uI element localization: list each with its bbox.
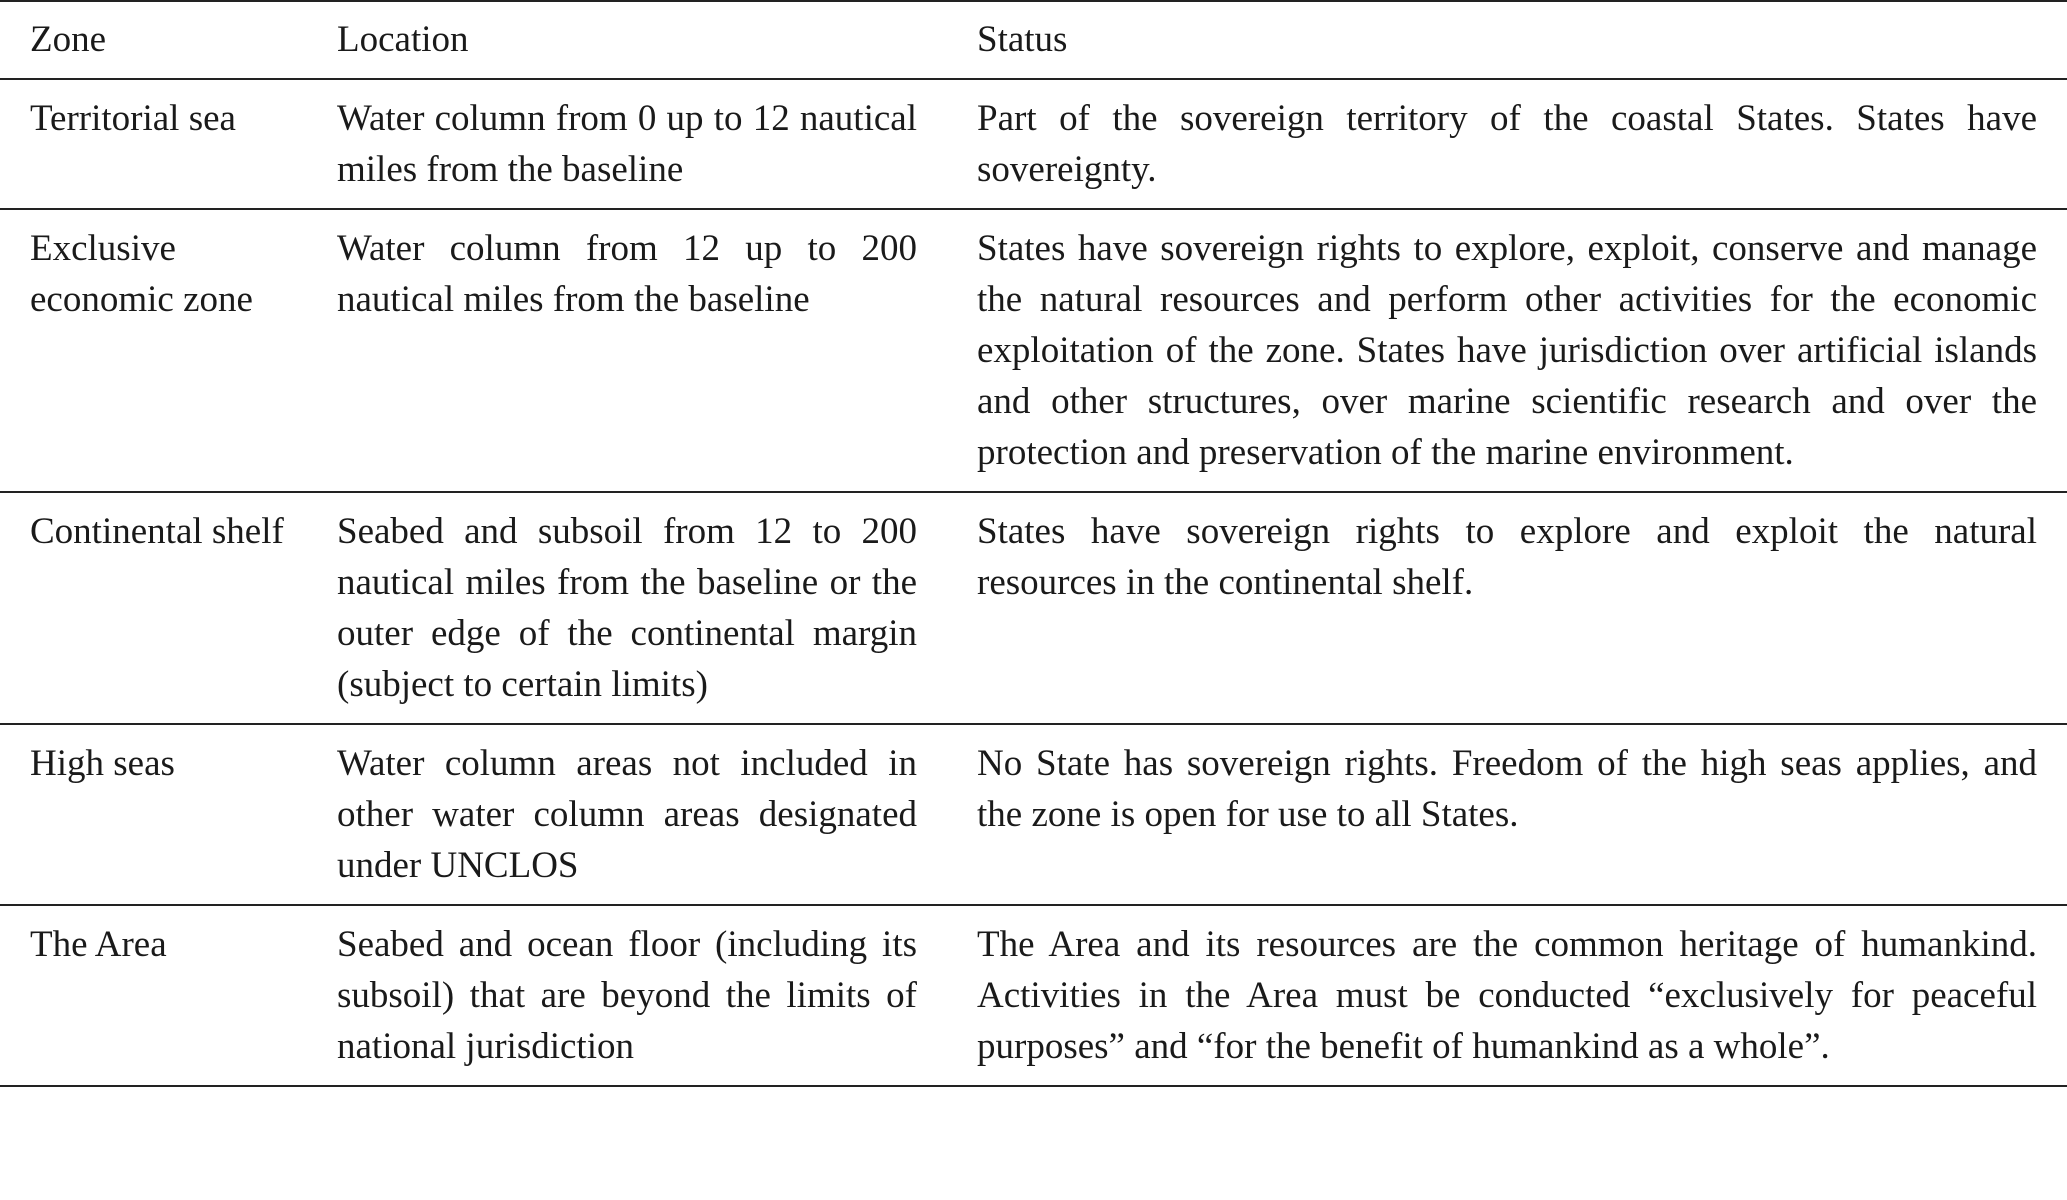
status-cell: States have sovereign rights to explore, exploit, conserve and manage the natural resources and perform other activities for the economic exploitation of the zone. States have jurisdiction over artificial islands and other structures, over marine scientific research and over the protection and preservation of the marine environment. [977,228,2037,473]
status-cell: States have sovereign rights to explore and exploit the natural resources in the continental shelf. [977,511,2037,603]
location-cell: Seabed and ocean floor (including its subsoil) that are beyond the limits of national jurisdiction [337,924,917,1067]
status-cell: No State has sovereign rights. Freedom of the high seas applies, and the zone is open for use to all States. [977,743,2037,835]
table-row [0,79,2067,209]
location-cell: Water column from 0 up to 12 nautical miles from the baseline [337,98,917,190]
zone-cell: Continental shelf [30,511,284,552]
header-zone: Zone [30,19,107,60]
zone-cell: High seas [30,743,175,784]
table-body [0,79,2067,1086]
table-row [0,724,2067,905]
location-cell: Seabed and subsoil from 12 to 200 nautical miles from the baseline or the outer edge of the continental margin (subject to certain limits) [337,511,917,705]
zone-cell: Exclusive economic zone [30,228,253,320]
status-cell: Part of the sovereign territory of the coastal States. States have sovereignty. [977,98,2037,190]
zone-cell: The Area [30,924,167,965]
status-cell: The Area and its resources are the common heritage of humankind. Activities in the Area must be conducted “exclusively for peaceful purposes” and “for the benefit of humankind as a whole”. [977,924,2037,1067]
zone-cell: Territorial sea [30,98,236,139]
location-cell: Water column areas not included in other water column areas designated under UNCLOS [337,743,917,886]
location-cell: Water column from 12 up to 200 nautical miles from the baseline [337,228,917,320]
table-header [0,1,2067,79]
table-row [0,209,2067,492]
header-row [0,1,2067,79]
table-row [0,905,2067,1086]
header-location: Location [337,19,469,60]
header-status: Status [977,19,1068,60]
table-row [0,492,2067,724]
